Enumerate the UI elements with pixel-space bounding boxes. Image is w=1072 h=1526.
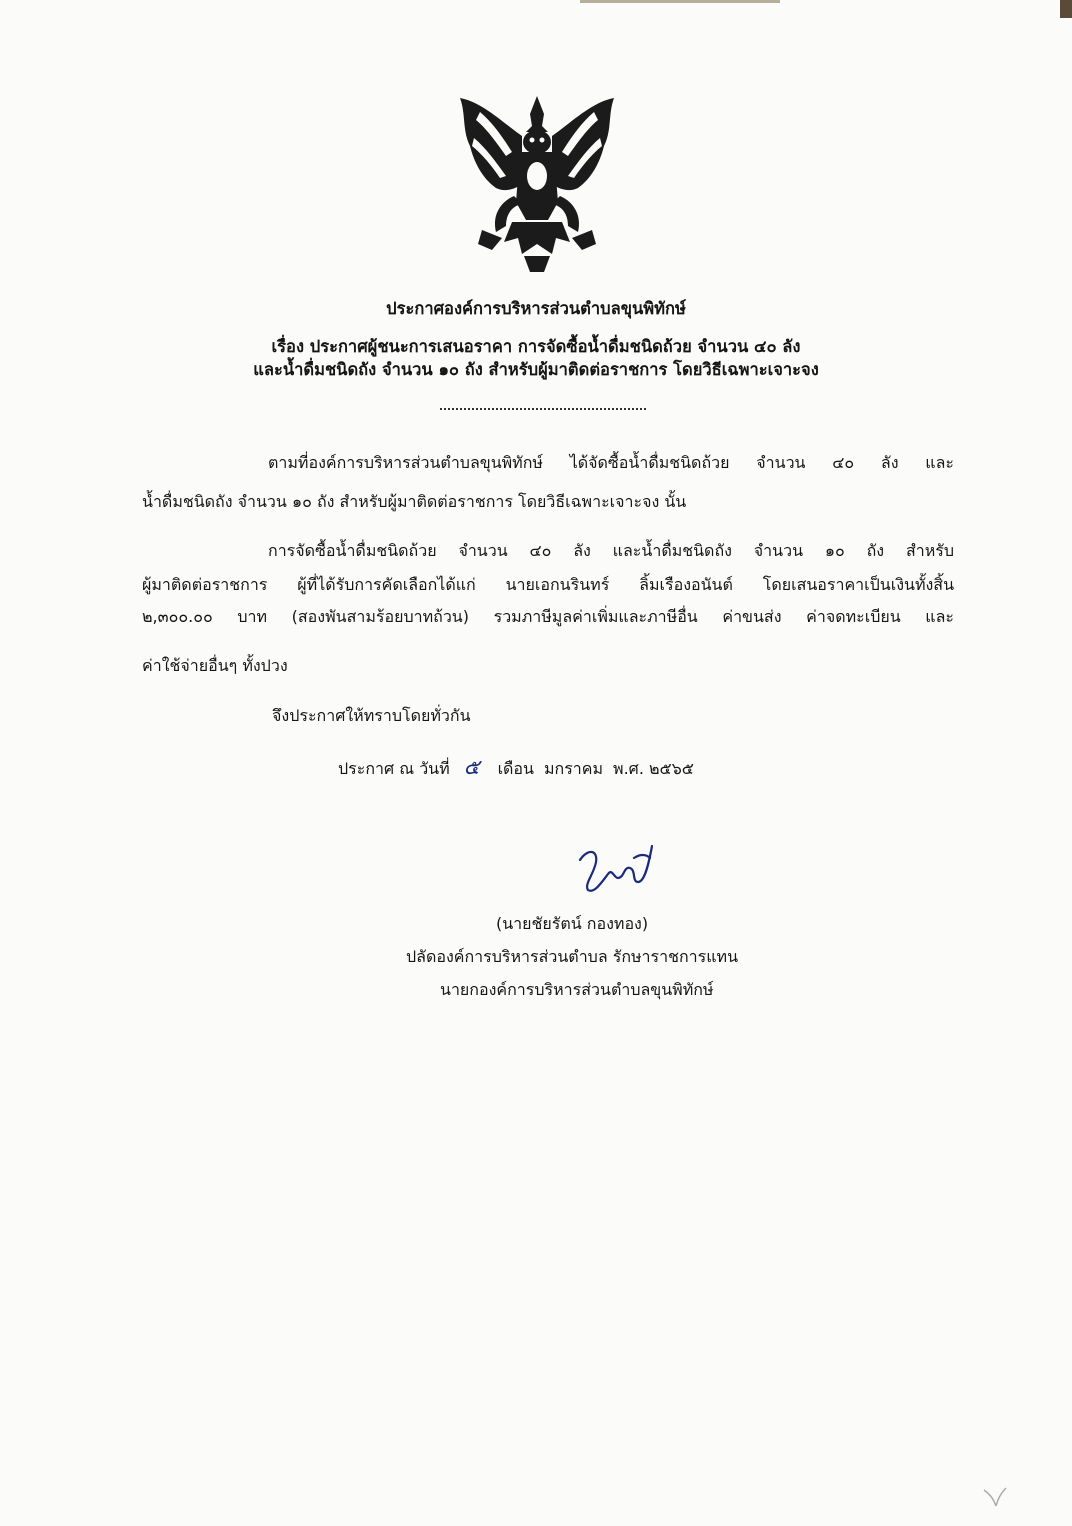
scan-edge	[1060, 0, 1072, 18]
signatory-position-line-1: ปลัดองค์การบริหารส่วนตำบล รักษาราชการแทน	[406, 947, 739, 966]
date-year: พ.ศ. ๒๕๖๕	[613, 759, 694, 778]
date-day: ๕	[463, 755, 480, 779]
paragraph-2-line-3: ๒,๓๐๐.๐๐ บาท (สองพันสามร้อยบาทถ้วน) รวมภาษีมูลค่าเพิ่มและภาษีอื่น ค่าขนส่ง ค่าจดทะเบียน และ	[142, 607, 954, 626]
scan-edge-top	[580, 0, 780, 3]
announcement-date	[338, 757, 704, 779]
garuda-emblem-icon	[452, 92, 622, 274]
paragraph-2-line-2: ผู้มาติดต่อราชการ ผู้ที่ได้รับการคัดเลือกได้แก่ นายเอกนรินทร์ ลิ้มเรืองอนันต์ โดยเสนอราคาเป็นเงินทั้งสิ้น	[142, 575, 954, 594]
paragraph-1-line-2: น้ำดื่มชนิดถัง จำนวน ๑๐ ถัง สำหรับผู้มาติดต่อราชการ โดยวิธีเฉพาะเจาะจง นั้น	[142, 492, 687, 511]
signatory-position-line-2: นายกองค์การบริหารส่วนตำบลขุนพิทักษ์	[440, 980, 714, 999]
handwritten-signature-icon	[574, 838, 660, 896]
date-month-label: เดือน	[497, 759, 534, 778]
announcement-title: ประกาศองค์การบริหารส่วนตำบลขุนพิทักษ์	[386, 299, 686, 318]
paragraph-2-line-4: ค่าใช้จ่ายอื่นๆ ทั้งปวง	[142, 656, 288, 675]
subject-line-2: และน้ำดื่มชนิดถัง จำนวน ๑๐ ถัง สำหรับผู้มาติดต่อราชการ โดยวิธีเฉพาะเจาะจง	[253, 360, 819, 379]
paragraph-1-line-1: ตามที่องค์การบริหารส่วนตำบลขุนพิทักษ์ ได้จัดซื้อน้ำดื่มชนิดถ้วย จำนวน ๔๐ ลัง และ	[268, 453, 955, 472]
closing-statement: จึงประกาศให้ทราบโดยทั่วกัน	[272, 706, 471, 725]
signatory-name: (นายชัยรัตน์ กองทอง)	[496, 914, 649, 933]
paragraph-2-line-1: การจัดซื้อน้ำดื่มชนิดถ้วย จำนวน ๔๐ ลัง และน้ำดื่มชนิดถัง จำนวน ๑๐ ถัง สำหรับ	[268, 541, 954, 560]
date-prefix: ประกาศ ณ วันที่	[338, 759, 450, 778]
divider	[440, 408, 646, 410]
subject-line-1: เรื่อง ประกาศผู้ชนะการเสนอราคา การจัดซื้อน้ำดื่มชนิดถ้วย จำนวน ๔๐ ลัง	[271, 337, 801, 356]
corner-pencil-mark-icon	[980, 1484, 1008, 1508]
date-month: มกราคม	[543, 759, 604, 778]
